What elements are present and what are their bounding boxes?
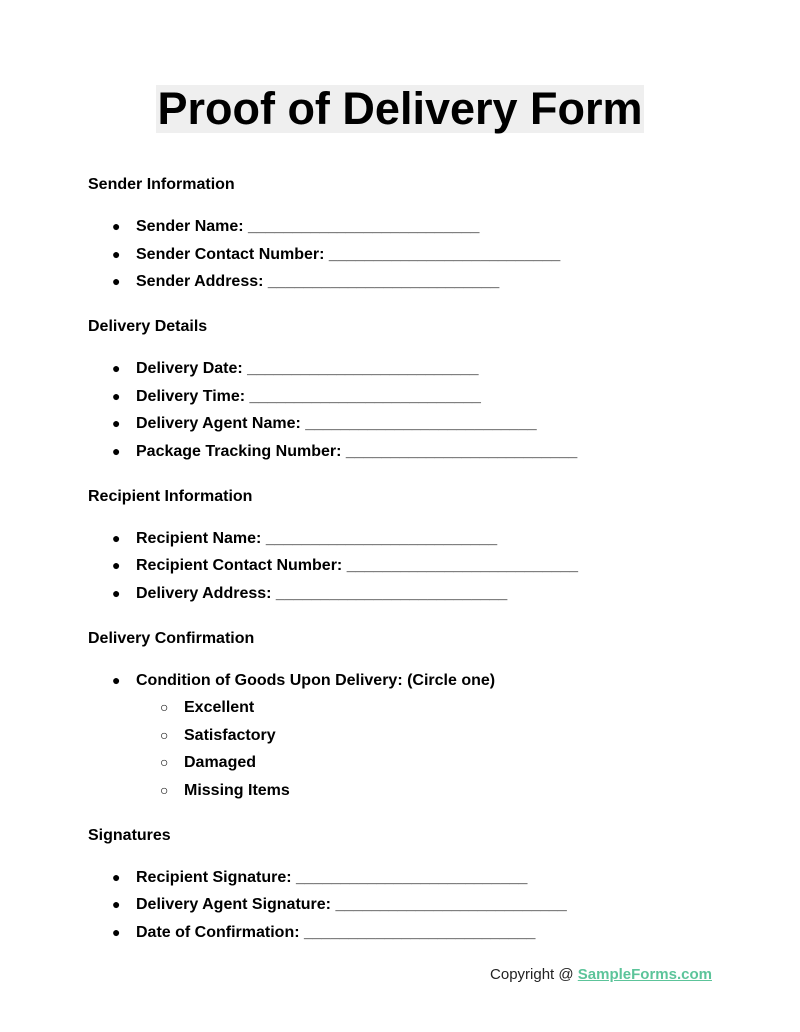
field-label: Excellent (184, 699, 255, 716)
form-section (88, 487, 728, 608)
field-label: Missing Items (184, 781, 290, 799)
section-heading: Signatures (88, 826, 171, 844)
bullet-icon: ● (112, 245, 121, 262)
field-label: Delivery Address: (136, 584, 272, 602)
form-section (88, 629, 728, 805)
bullet-icon: ● (112, 415, 121, 431)
field-label: Recipient Name: (136, 529, 262, 547)
field-list (88, 213, 728, 296)
hollow-bullet-icon: ○ (160, 781, 169, 798)
condition-option (88, 749, 728, 777)
form-field[interactable] (88, 864, 728, 892)
blank-line[interactable]: __________________________ (248, 218, 480, 235)
bullet-icon: ● (112, 442, 121, 459)
section-heading: Delivery Details (88, 318, 208, 335)
field-label: Sender Name: (136, 218, 244, 235)
blank-line[interactable]: __________________________ (346, 557, 579, 574)
field-label: Sender Contact Number: (136, 245, 325, 263)
section-heading: Sender Information (88, 176, 235, 193)
hollow-bullet-icon: ○ (160, 699, 169, 715)
blank-line[interactable]: __________________________ (328, 245, 561, 263)
hollow-bullet-icon: ○ (160, 726, 169, 743)
form-field[interactable] (88, 525, 728, 553)
section-heading: Delivery Confirmation (88, 629, 255, 647)
blank-line[interactable]: __________________________ (267, 273, 500, 290)
bullet-icon: ● (112, 896, 121, 912)
condition-option (88, 694, 728, 722)
blank-line[interactable]: __________________________ (345, 442, 578, 460)
blank-line[interactable]: __________________________ (247, 360, 479, 377)
field-label: Condition of Goods Upon Delivery: (Circle one) (136, 671, 496, 689)
field-list (88, 525, 728, 608)
blank-line[interactable]: __________________________ (296, 868, 528, 886)
field-label: Delivery Agent Signature: (136, 896, 332, 913)
field-label: Sender Address: (136, 273, 264, 290)
field-label: Delivery Agent Name: (136, 415, 301, 432)
bullet-icon: ● (112, 557, 121, 573)
blank-line[interactable]: __________________________ (335, 896, 567, 913)
sampleforms-link[interactable]: SampleForms.com (577, 966, 712, 983)
condition-option (88, 777, 728, 805)
form-field[interactable] (88, 268, 728, 296)
condition-question (88, 667, 728, 695)
blank-line[interactable]: __________________________ (275, 584, 508, 602)
form-field[interactable] (88, 891, 728, 919)
form-section (88, 317, 728, 465)
blank-line[interactable]: __________________________ (249, 387, 481, 405)
bullet-icon: ● (112, 529, 121, 546)
bullet-icon: ● (112, 671, 121, 688)
section-heading: Recipient Information (88, 487, 253, 505)
bullet-icon: ● (112, 923, 121, 940)
title-container (0, 85, 800, 133)
form-field[interactable] (88, 919, 728, 947)
form-section (88, 175, 728, 296)
field-label: Package Tracking Number: (136, 442, 342, 460)
bullet-icon: ● (112, 584, 121, 601)
blank-line[interactable]: __________________________ (304, 923, 536, 941)
form-content (88, 175, 728, 968)
blank-line[interactable]: __________________________ (265, 529, 498, 547)
field-label: Recipient Contact Number: (136, 557, 343, 574)
field-label: Delivery Date: (136, 360, 243, 377)
field-label: Satisfactory (184, 726, 276, 744)
form-field[interactable] (88, 213, 728, 241)
bullet-icon: ● (112, 360, 121, 376)
form-field[interactable] (88, 552, 728, 580)
page-title: Proof of Delivery Form (157, 83, 643, 134)
blank-line[interactable]: __________________________ (305, 415, 537, 432)
form-field[interactable] (88, 410, 728, 438)
field-label: Recipient Signature: (136, 868, 292, 886)
form-field[interactable] (88, 438, 728, 466)
bullet-icon: ● (112, 273, 121, 289)
field-label: Date of Confirmation: (136, 923, 300, 941)
form-field[interactable] (88, 580, 728, 608)
copyright (490, 966, 712, 983)
form-field[interactable] (88, 355, 728, 383)
condition-option (88, 722, 728, 750)
field-label: Delivery Time: (136, 387, 246, 405)
copyright-text: Copyright @ (490, 966, 578, 983)
bullet-icon: ● (112, 868, 121, 885)
bullet-icon: ● (112, 218, 121, 234)
hollow-bullet-icon: ○ (160, 754, 169, 770)
field-label: Damaged (184, 754, 257, 771)
bullet-icon: ● (112, 387, 121, 404)
field-list (88, 355, 728, 465)
form-section (88, 826, 728, 947)
form-field[interactable] (88, 383, 728, 411)
form-field[interactable] (88, 241, 728, 269)
field-list (88, 864, 728, 947)
field-list (88, 667, 728, 805)
